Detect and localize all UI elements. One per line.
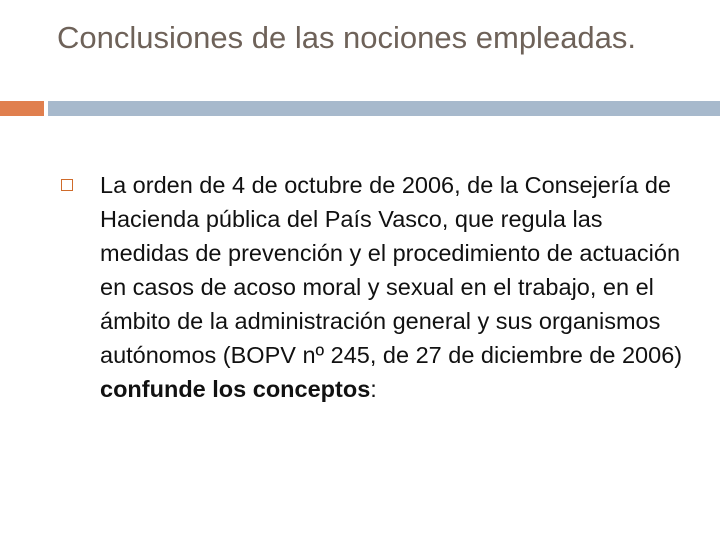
title-rule (48, 101, 720, 116)
bullet-text (87, 168, 695, 406)
hollow-square-bullet-icon (61, 179, 73, 191)
bullet-trailing-text: : (370, 376, 377, 402)
slide-content (57, 168, 697, 406)
slide-title: Conclusiones de las nociones empleadas. (57, 20, 637, 55)
title-rule-accent (0, 101, 44, 116)
bullet-body-text: La orden de 4 de octubre de 2006, de la Consejería de Hacienda pública del País Vasco, que regula las medidas de prevención y el procedimiento de actuación en casos de acoso moral y sexual en el trabajo, en el ámbito de la administración general y sus organismos autónomos (BOPV nº 245, de 27 de diciembre de 2006) (100, 172, 683, 368)
bullet-emphasis-text: confunde los conceptos (100, 376, 371, 402)
bullet-item (57, 168, 697, 406)
